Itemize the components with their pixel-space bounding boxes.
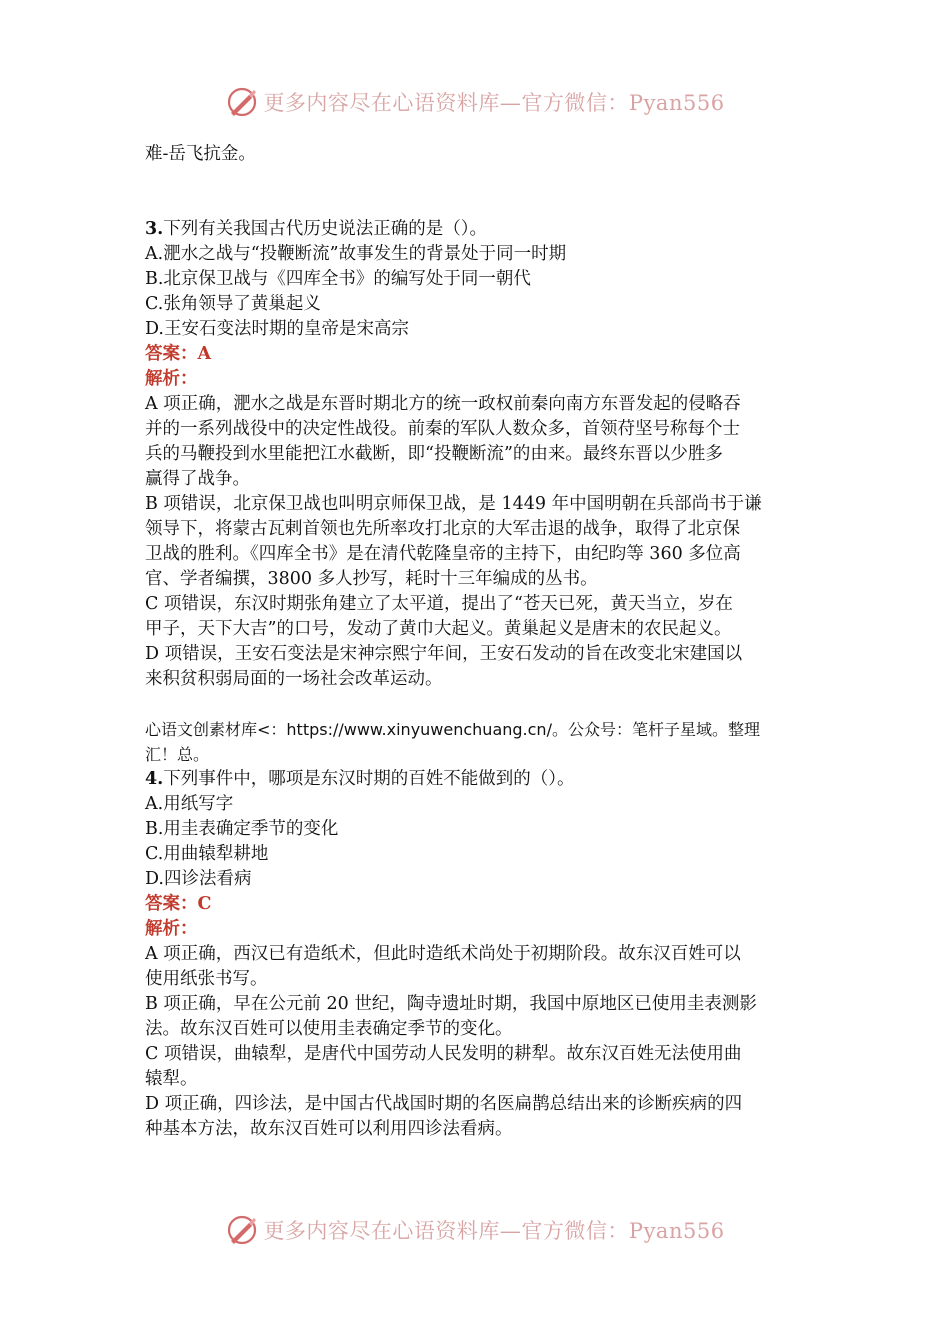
question-4-number: 4. <box>145 769 164 789</box>
q4-analysis-c: C 项错误，曲辕犁，是唐代中国劳动人民发明的耕犁。故东汉百姓无法使用曲 辕犁。 <box>145 1044 742 1089</box>
q3-analysis-label: 解析： <box>145 369 198 389</box>
pen-logo-icon <box>225 1213 259 1247</box>
banner-text: 更多内容尽在心语资料库—官方微信：Pyan556 <box>263 91 725 115</box>
continuation-text: 难-岳飞抗金。 <box>145 144 256 164</box>
banner-text: 更多内容尽在心语资料库—官方微信：Pyan556 <box>263 1219 725 1243</box>
q4-option-a: A.用纸写字 <box>145 794 234 814</box>
q4-analysis-label: 解析： <box>145 919 198 939</box>
q3-option-b: B.北京保卫战与《四库全书》的编写处于同一朝代 <box>145 269 531 289</box>
question-4-stem: 4.下列事件中，哪项是东汉时期的百姓不能做到的（）。 <box>145 769 575 789</box>
question-3-number: 3. <box>145 219 164 239</box>
pen-logo-icon <box>225 85 259 119</box>
q3-option-c: C.张角领导了黄巢起义 <box>145 294 321 314</box>
q3-option-d: D.王安石变法时期的皇帝是宋高宗 <box>145 319 409 339</box>
q4-option-b: B.用圭表确定季节的变化 <box>145 819 339 839</box>
q3-analysis-d: D 项错误，王安石变法是宋神宗熙宁年间，王安石发动的旨在改变北宋建国以 来积贫积弱局面的一场社会改革运动。 <box>145 644 743 689</box>
q4-analysis-a: A 项正确，西汉已有造纸术，但此时造纸术尚处于初期阶段。故东汉百姓可以 使用纸张书写。 <box>145 944 741 989</box>
q3-option-a: A.淝水之战与“投鞭断流”故事发生的背景处于同一时期 <box>145 244 567 264</box>
q3-analysis-a: A 项正确，淝水之战是东晋时期北方的统一政权前秦向南方东晋发起的侵略吞 并的一系列战役中的决定性战役。前秦的军队人数众多，首领苻坚号称每个士 兵的马鞭投到水里能把江水截断，即“投鞭断流”的由来。最终东晋以少胜多 赢得了战争。 <box>145 394 741 489</box>
q4-option-c: C.用曲辕犁耕地 <box>145 844 269 864</box>
q4-analysis-b: B 项正确，早在公元前 20 世纪，陶寺遗址时期，我国中原地区已使用圭表测影 法。故东汉百姓可以使用圭表确定季节的变化。 <box>145 994 757 1039</box>
q3-answer: 答案：A <box>145 344 212 364</box>
question-3-stem: 3.下列有关我国古代历史说法正确的是（）。 <box>145 219 488 239</box>
footer-banner <box>0 1210 950 1250</box>
document-body <box>145 142 810 1142</box>
source-note-line-2: 汇！总。 <box>145 745 210 764</box>
source-note-line-1: 心语文创素材库<：https://www.xinyuwenchuang.cn/。公众号：笔杆子星域。整理 <box>145 720 760 739</box>
q4-answer: 答案：C <box>145 894 212 914</box>
q4-analysis-d: D 项正确，四诊法，是中国古代战国时期的名医扁鹊总结出来的诊断疾病的四 种基本方法，故东汉百姓可以利用四诊法看病。 <box>145 1094 743 1139</box>
q4-option-d: D.四诊法看病 <box>145 869 252 889</box>
q3-analysis-b: B 项错误，北京保卫战也叫明京师保卫战，是 1449 年中国明朝在兵部尚书于谦 领导下，将蒙古瓦剌首领也先所率攻打北京的大军击退的战争，取得了北京保 卫战的胜利。《四库全书》是在清代乾隆皇帝的主持下，由纪昀等 360 多位高 官、学者编撰，3800 多人抄写，耗时十三年编成的丛书。 <box>145 494 762 589</box>
q3-analysis-c: C 项错误，东汉时期张角建立了太平道，提出了“苍天已死，黄天当立，岁在 甲子，天下大吉”的口号，发动了黄巾大起义。黄巢起义是唐末的农民起义。 <box>145 594 733 639</box>
header-banner <box>0 82 950 122</box>
